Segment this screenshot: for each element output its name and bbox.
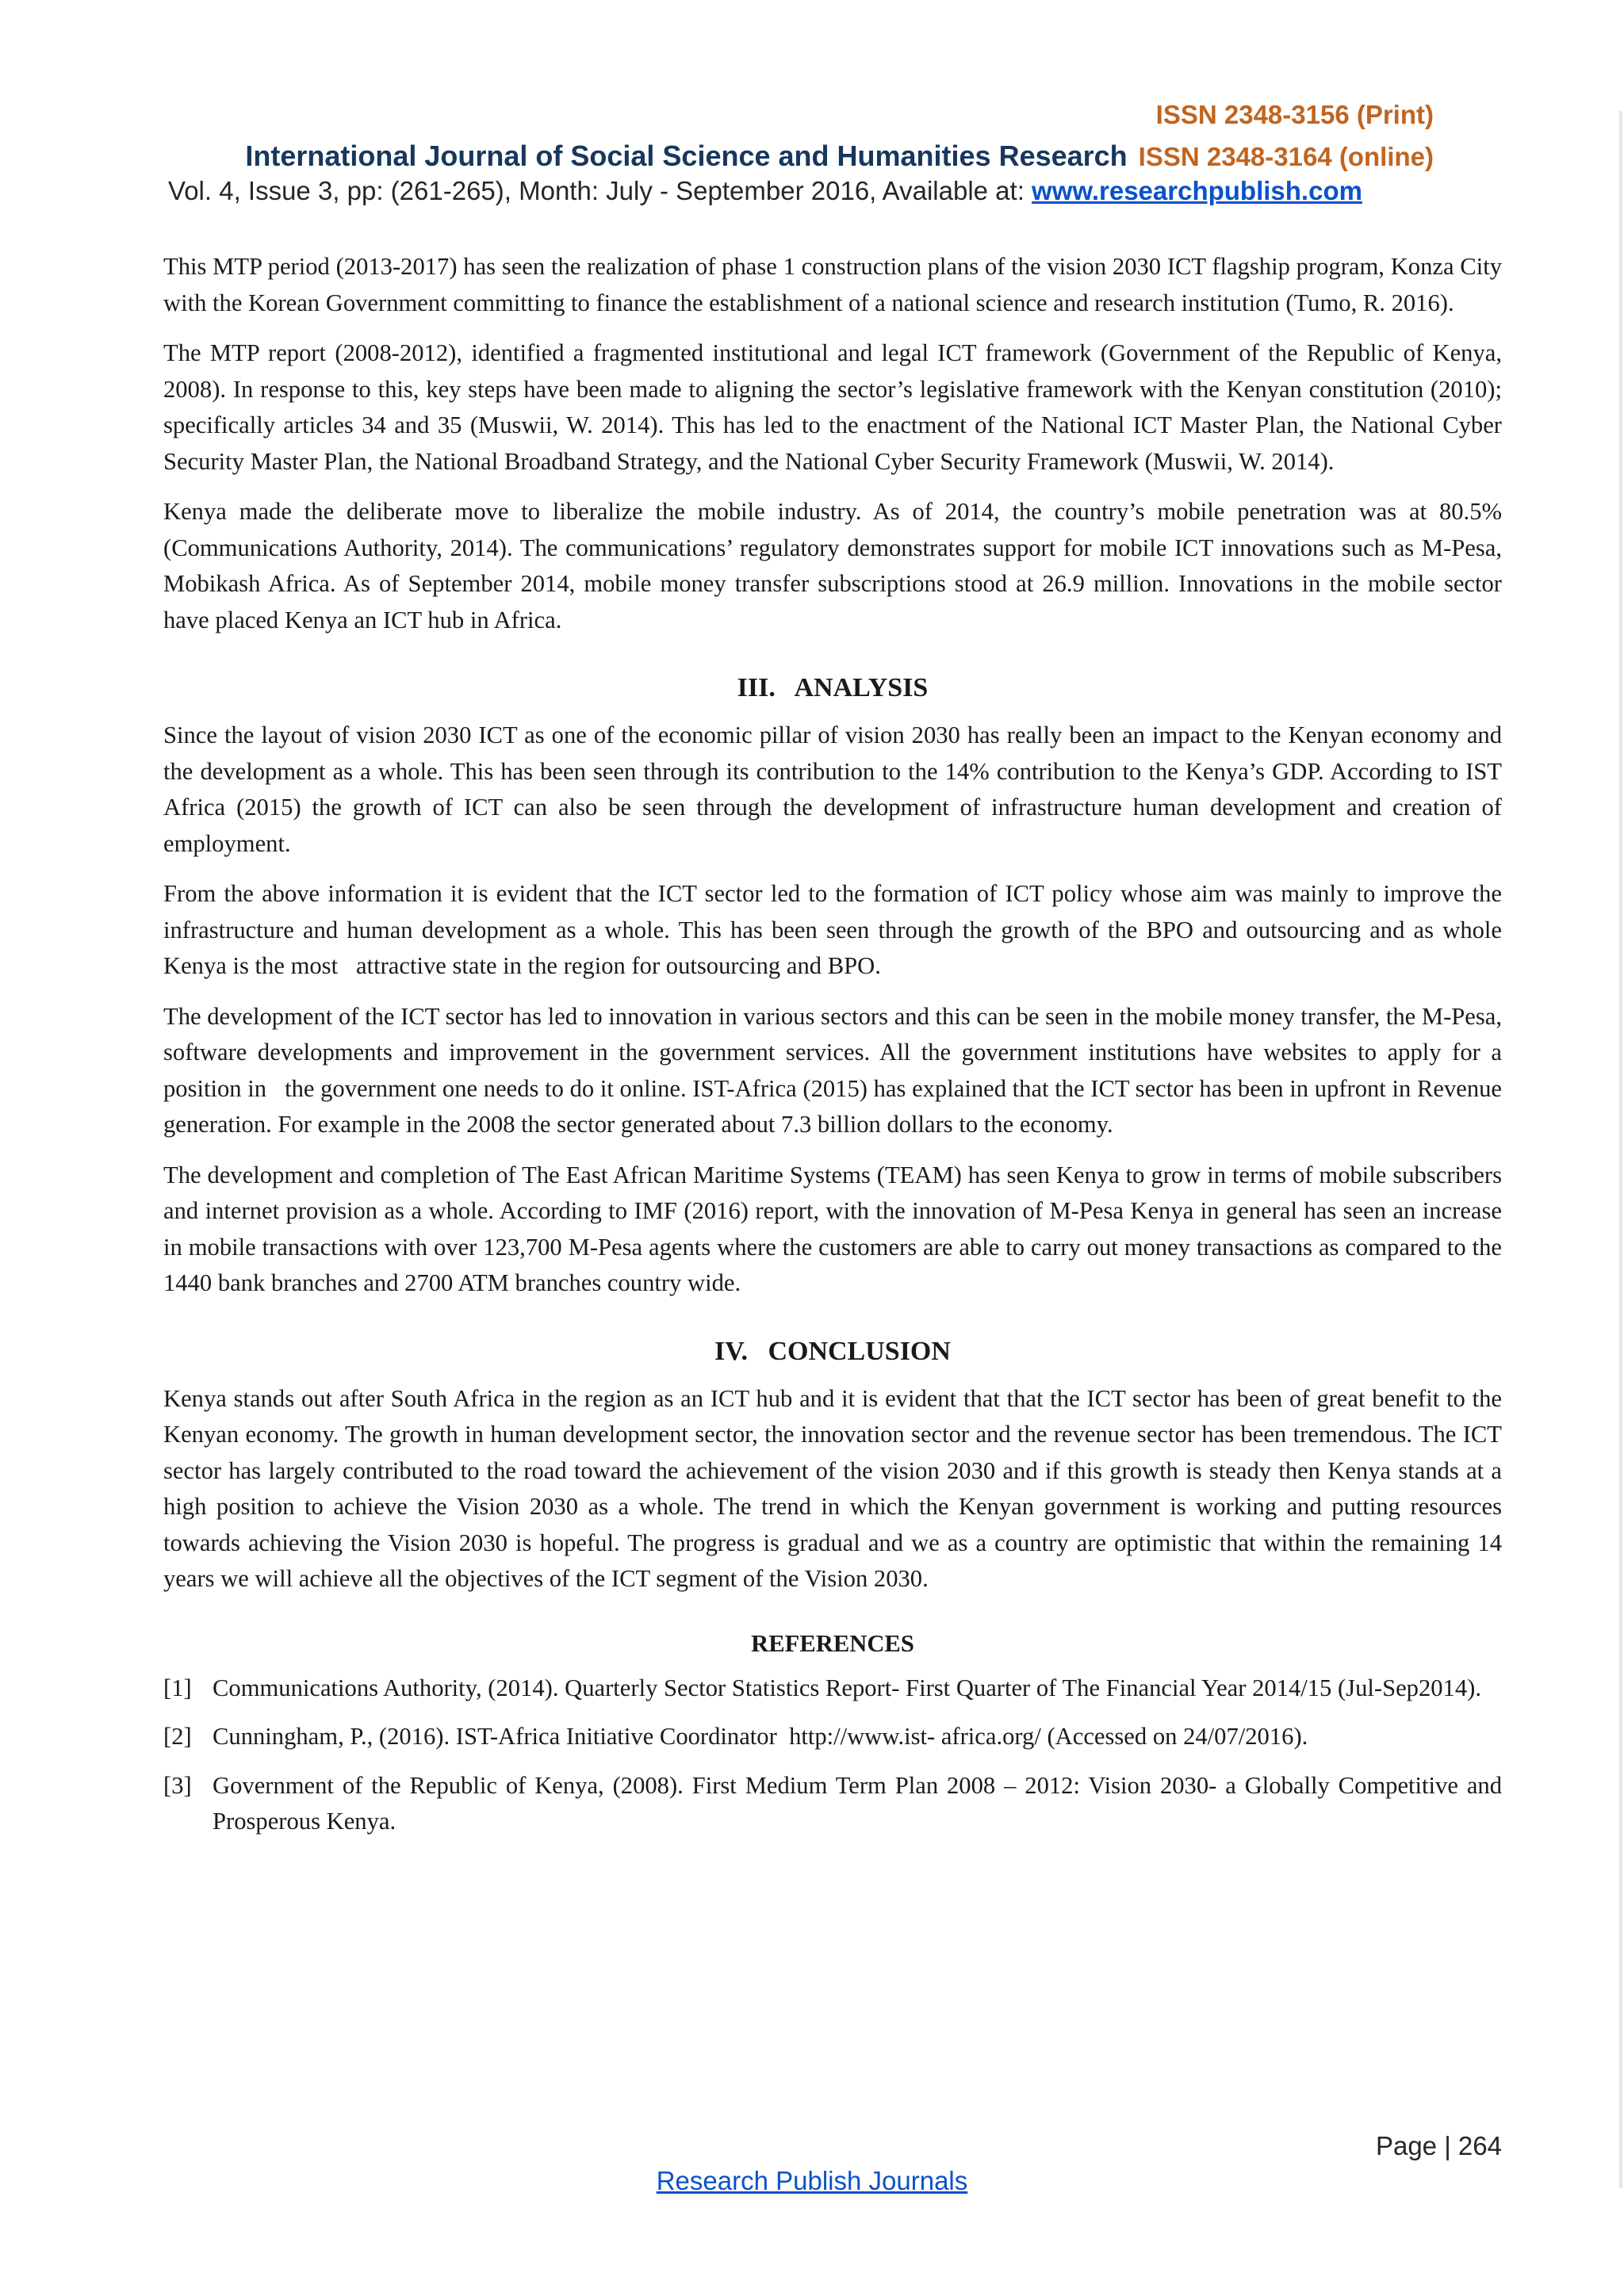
page-header [0, 0, 1624, 222]
issn-online: ISSN 2348-3164 (online) [1138, 142, 1434, 171]
reference-text: Cunningham, P., (2016). IST-Africa Initiative Coordinator http://www.ist- africa.org/ (Accessed on 24/07/2016). [213, 1723, 1308, 1750]
reference-item [163, 1719, 1502, 1755]
issn-print: ISSN 2348-3156 (Print) [1155, 100, 1434, 129]
paragraph: This MTP period (2013-2017) has seen the realization of phase 1 construction plans of the vision 2030 ICT flagship program, Konza City with the Korean Government committing to finance the establishment of a national science and research institution (Tumo, R. 2016). [163, 253, 1502, 316]
reference-number: [2] [163, 1723, 192, 1750]
paragraph: Since the layout of vision 2030 ICT as one of the economic pillar of vision 2030 has really been an impact to the Kenyan economy and the development as a whole. This has been seen through its contribution to the 14% contribution to the Kenya’s GDP. According to IST Africa (2015) the growth of ICT can also be seen through the development of infrastructure human development and creation of employment. [163, 721, 1502, 857]
reference-number: [1] [163, 1674, 192, 1701]
volume-info [168, 176, 1362, 206]
journal-line [245, 140, 1434, 173]
reference-number: [3] [163, 1771, 192, 1799]
paragraph: Kenya made the deliberate move to liberalize the mobile industry. As of 2014, the country’s mobile penetration was at 80.5% (Communications Authority, 2014). The communications’ regulatory demonstrates support for mobile ICT innovations such as M-Pesa, Mobikash Africa. As of September 2014, mobile money transfer subscriptions stood at 26.9 million. Innovations in the mobile sector have placed Kenya an ICT hub in Africa. [163, 498, 1502, 633]
page-footer [0, 2166, 1624, 2196]
publisher-link[interactable]: Research Publish Journals [656, 2166, 968, 2195]
references-heading: REFERENCES [751, 1629, 914, 1657]
journal-title: International Journal of Social Science and Humanities Research [245, 140, 1128, 172]
page-edge-rule [1619, 111, 1622, 2188]
reference-item [163, 1670, 1502, 1707]
section-heading-analysis: III. ANALYSIS [737, 673, 929, 702]
reference-text: Communications Authority, (2014). Quarterly Sector Statistics Report- First Quarter of The Financial Year 2014/15 (Jul-Sep2014). [213, 1674, 1481, 1701]
paragraph: The MTP report (2008-2012), identified a fragmented institutional and legal ICT framework (Government of the Republic of Kenya, 2008). In response to this, key steps have been made to aligning the sector’s legislative framework with the Kenyan constitution (2010); specifically articles 34 and 35 (Muswii, W. 2014). This has led to the enactment of the National ICT Master Plan, the National Cyber Security Master Plan, the National Broadband Strategy, and the National Cyber Security Framework (Muswii, W. 2014). [163, 339, 1502, 475]
paragraph: Kenya stands out after South Africa in the region as an ICT hub and it is evident that that the ICT sector has been of great benefit to the Kenyan economy. The growth in human development sector, the innovation sector and the revenue sector has been tremendous. The ICT sector has largely contributed to the road toward the achievement of the vision 2030 and if this growth is steady then Kenya stands at a high position to achieve the Vision 2030 as a whole. The trend in which the Kenyan government is working and putting resources towards achieving the Vision 2030 is hopeful. The progress is gradual and we as a country are optimistic that within the remaining 14 years we will achieve all the objectives of the ICT segment of the Vision 2030. [163, 1384, 1502, 1592]
reference-item [163, 1768, 1502, 1840]
volume-info-text: Vol. 4, Issue 3, pp: (261-265), Month: July - September 2016, Available at: [168, 176, 1032, 205]
reference-text: Government of the Republic of Kenya, (2008). First Medium Term Plan 2008 – 2012: Vision 2030- a Globally Competitive and Prosperous Kenya. [213, 1771, 1502, 1835]
paragraph: The development of the ICT sector has led to innovation in various sectors and this can be seen in the mobile money transfer, the M-Pesa, software developments and improvement in the government services. All the government institutions have websites to apply for a position in the government one needs to do it online. IST-Africa (2015) has explained that the ICT sector has been in upfront in Revenue generation. For example in the 2008 the sector generated about 7.3 billion dollars to the economy. [163, 1002, 1508, 1138]
paragraph: The development and completion of The East African Maritime Systems (TEAM) has seen Kenya to grow in terms of mobile subscribers and internet provision as a whole. According to IMF (2016) report, with the innovation of M-Pesa Kenya in general has seen an increase in mobile transactions with over 123,700 M-Pesa agents where the customers are able to carry out money transactions as compared to the 1440 bank branches and 2700 ATM branches country wide. [163, 1161, 1502, 1296]
page-number: Page | 264 [1375, 2131, 1502, 2160]
section-heading-conclusion: IV. CONCLUSION [714, 1336, 951, 1366]
paragraph: From the above information it is evident that the ICT sector led to the formation of ICT policy whose aim was mainly to improve the infrastructure and human development as a whole. This has been seen through the growth of the BPO and outsourcing and as whole Kenya is the most attractive state in the region for outsourcing and BPO. [163, 880, 1508, 979]
journal-website-link[interactable]: www.researchpublish.com [1032, 176, 1362, 205]
article-body [163, 249, 1508, 1853]
